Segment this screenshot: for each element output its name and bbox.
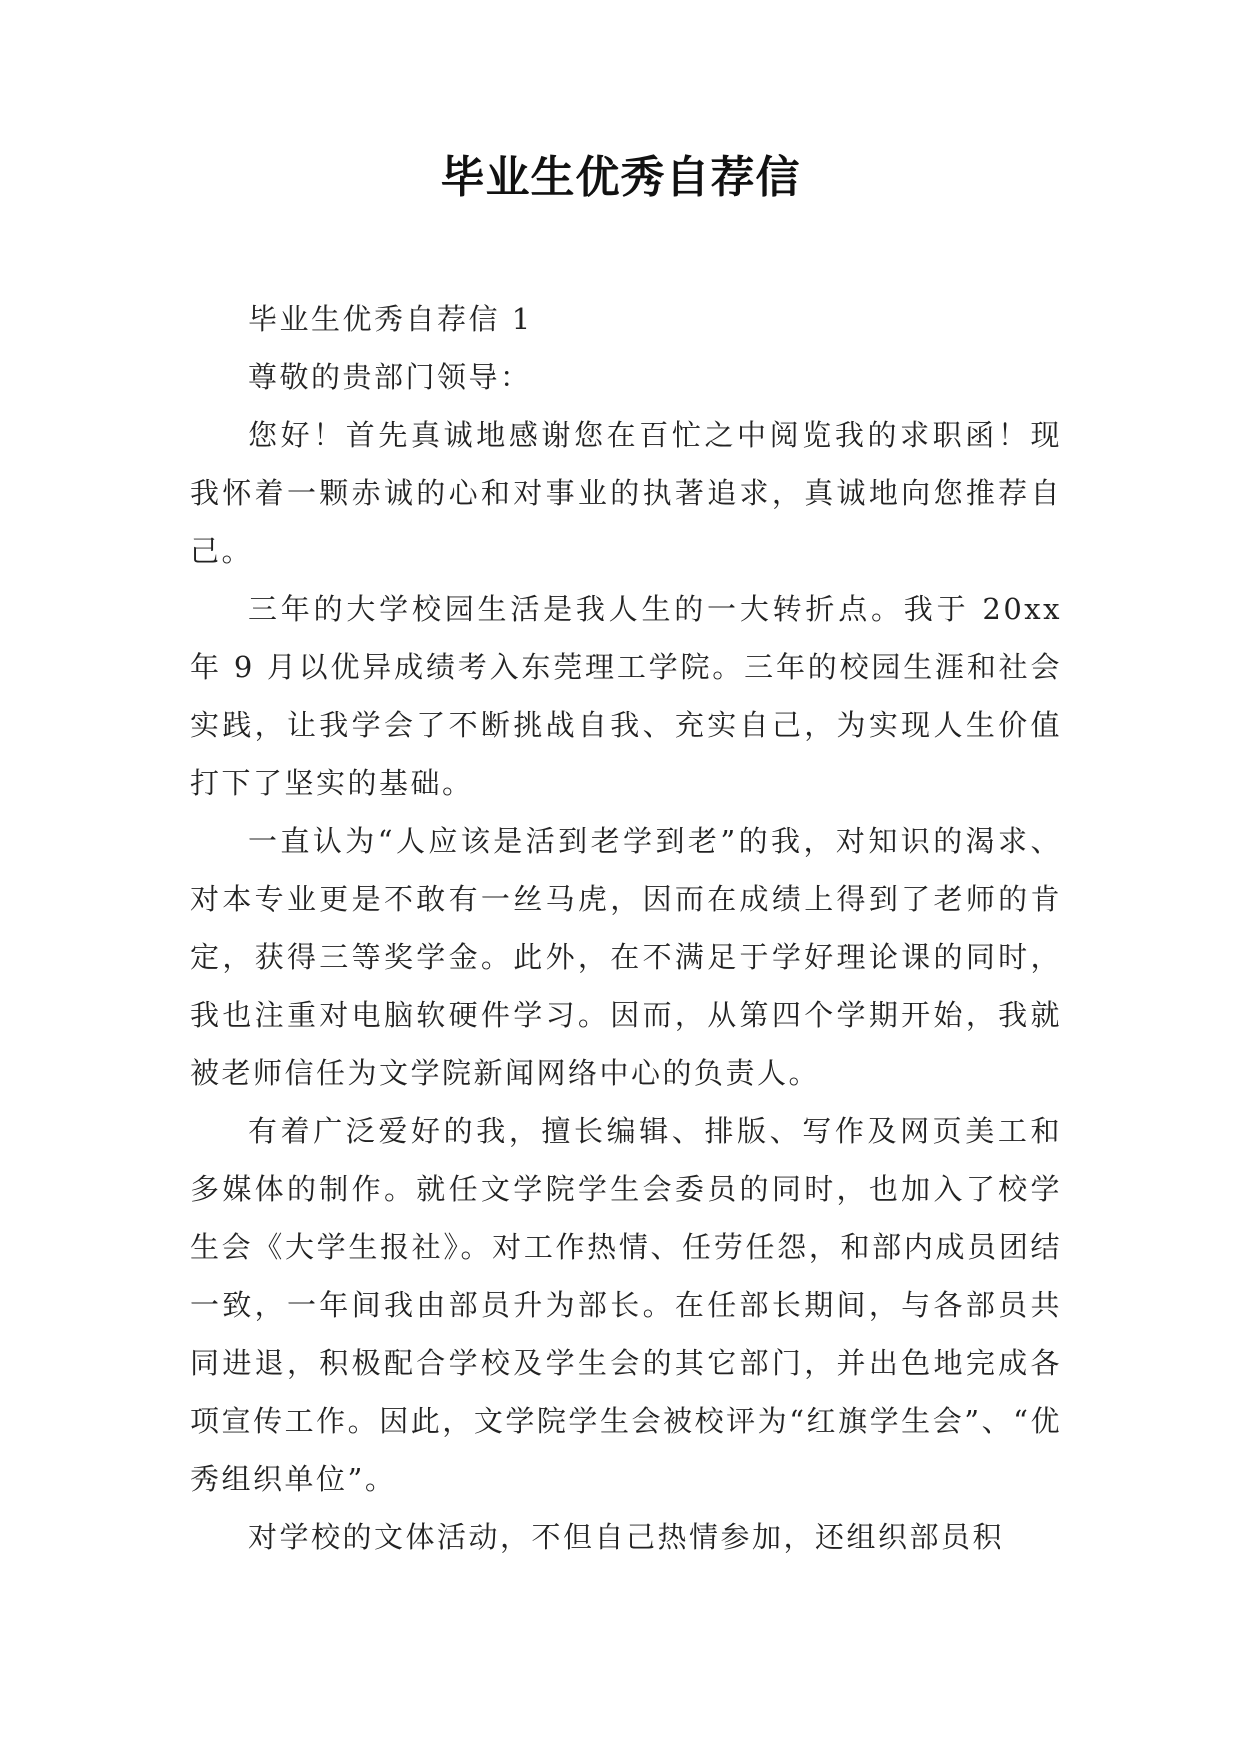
body-paragraph: 一直认为“人应该是活到老学到老”的我，对知识的渴求、对本专业更是不敢有一丝马虎，因而在成绩上得到了老师的肯定，获得三等奖学金。此外，在不满足于学好理论课的同时，我也注重对电脑软硬件学习。因而，从第四个学期开始，我就被老师信任为文学院新闻网络中心的负责人。 (190, 824, 1062, 1090)
document-title: 毕业生优秀自荐信 (440, 152, 801, 203)
salutation-paragraph: 尊敬的贵部门领导： (248, 360, 532, 394)
body-paragraph: 对学校的文体活动，不但自己热情参加，还组织部员积 (248, 1520, 1005, 1554)
document-body (190, 290, 1062, 1566)
body-paragraph: 有着广泛爱好的我，擅长编辑、排版、写作及网页美工和多媒体的制作。就任文学院学生会委员的同时，也加入了校学生会《大学生报社》。对工作热情、任劳任怨，和部内成员团结一致，一年间我由部员升为部长。在任部长期间，与各部员共同进退，积极配合学校及学生会的其它部门，并出色地完成各项宣传工作。因此，文学院学生会被校评为“红旗学生会”、“优秀组织单位”。 (190, 1114, 1062, 1496)
subtitle-paragraph: 毕业生优秀自荐信 1 (248, 302, 533, 336)
body-paragraph: 三年的大学校园生活是我人生的一大转折点。我于 20xx 年 9 月以优异成绩考入东莞理工学院。三年的校园生涯和社会实践，让我学会了不断挑战自我、充实自己，为实现人生价值打下了坚实的基础。 (190, 592, 1062, 800)
body-paragraph: 您好！首先真诚地感谢您在百忙之中阅览我的求职函！现我怀着一颗赤诚的心和对事业的执著追求，真诚地向您推荐自己。 (190, 418, 1062, 568)
